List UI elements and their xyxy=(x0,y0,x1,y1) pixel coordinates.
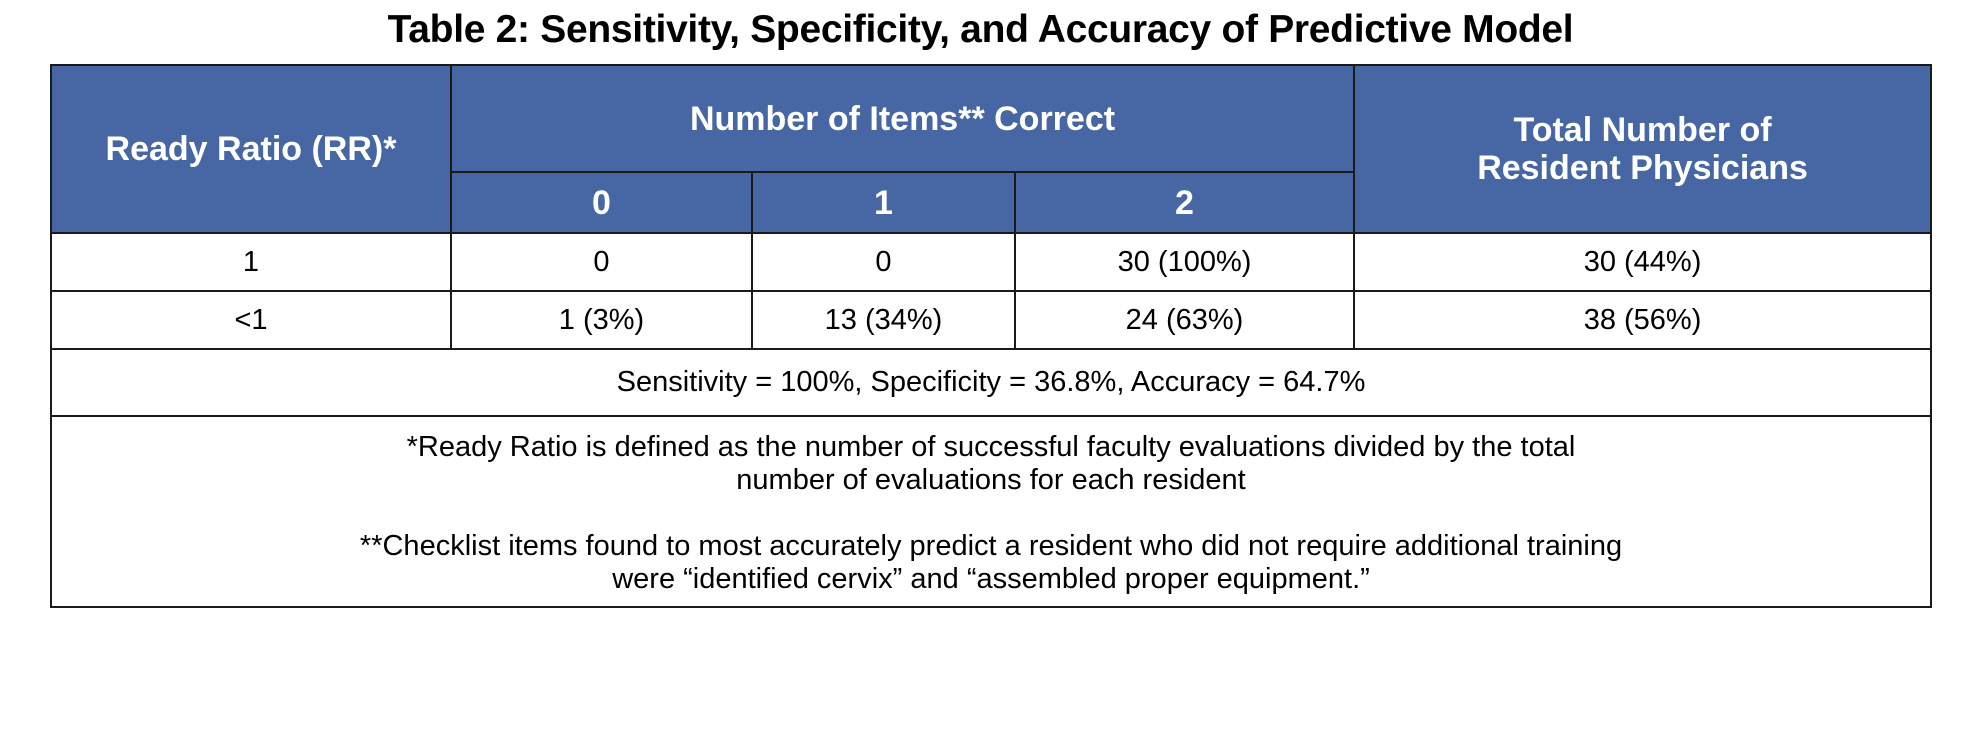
footnote-2-line-2: were “identified cervix” and “assembled proper equipment.” xyxy=(612,563,1370,595)
summary-row xyxy=(51,349,1931,416)
cell-items-2: 30 (100%) xyxy=(1015,233,1354,291)
cell-total: 38 (56%) xyxy=(1354,291,1931,349)
summary-metrics: Sensitivity = 100%, Specificity = 36.8%, Accuracy = 64.7% xyxy=(51,349,1931,416)
header-ready-ratio: Ready Ratio (RR)* xyxy=(51,65,451,233)
footnote-checklist-items xyxy=(52,530,1930,596)
header-items-1: 1 xyxy=(752,172,1015,233)
table-title: Table 2: Sensitivity, Specificity, and Accuracy of Predictive Model xyxy=(387,8,1574,51)
table-row xyxy=(51,233,1931,291)
footnote-1-line-1: *Ready Ratio is defined as the number of successful faculty evaluations divided by the total xyxy=(406,431,1576,463)
table-row xyxy=(51,291,1931,349)
footnotes-cell xyxy=(51,416,1931,607)
cell-items-1: 0 xyxy=(752,233,1015,291)
header-items-correct: Number of Items** Correct xyxy=(451,65,1354,172)
header-total-residents xyxy=(1354,65,1931,233)
footnote-2-line-1: **Checklist items found to most accurately predict a resident who did not require additional training xyxy=(359,530,1623,562)
cell-items-0: 0 xyxy=(451,233,752,291)
results-table xyxy=(50,64,1932,608)
header-items-2: 2 xyxy=(1015,172,1354,233)
cell-total: 30 (44%) xyxy=(1354,233,1931,291)
footnote-1-line-2: number of evaluations for each resident xyxy=(736,464,1246,496)
footnotes-row xyxy=(51,416,1931,607)
header-items-0: 0 xyxy=(451,172,752,233)
cell-rr: 1 xyxy=(51,233,451,291)
header-row-1 xyxy=(51,65,1931,172)
footnote-ready-ratio xyxy=(52,431,1930,497)
cell-items-1: 13 (34%) xyxy=(752,291,1015,349)
cell-items-2: 24 (63%) xyxy=(1015,291,1354,349)
cell-rr: <1 xyxy=(51,291,451,349)
header-total-line-1: Total Number of xyxy=(1513,111,1772,149)
header-total-line-2: Resident Physicians xyxy=(1477,149,1808,187)
cell-items-0: 1 (3%) xyxy=(451,291,752,349)
